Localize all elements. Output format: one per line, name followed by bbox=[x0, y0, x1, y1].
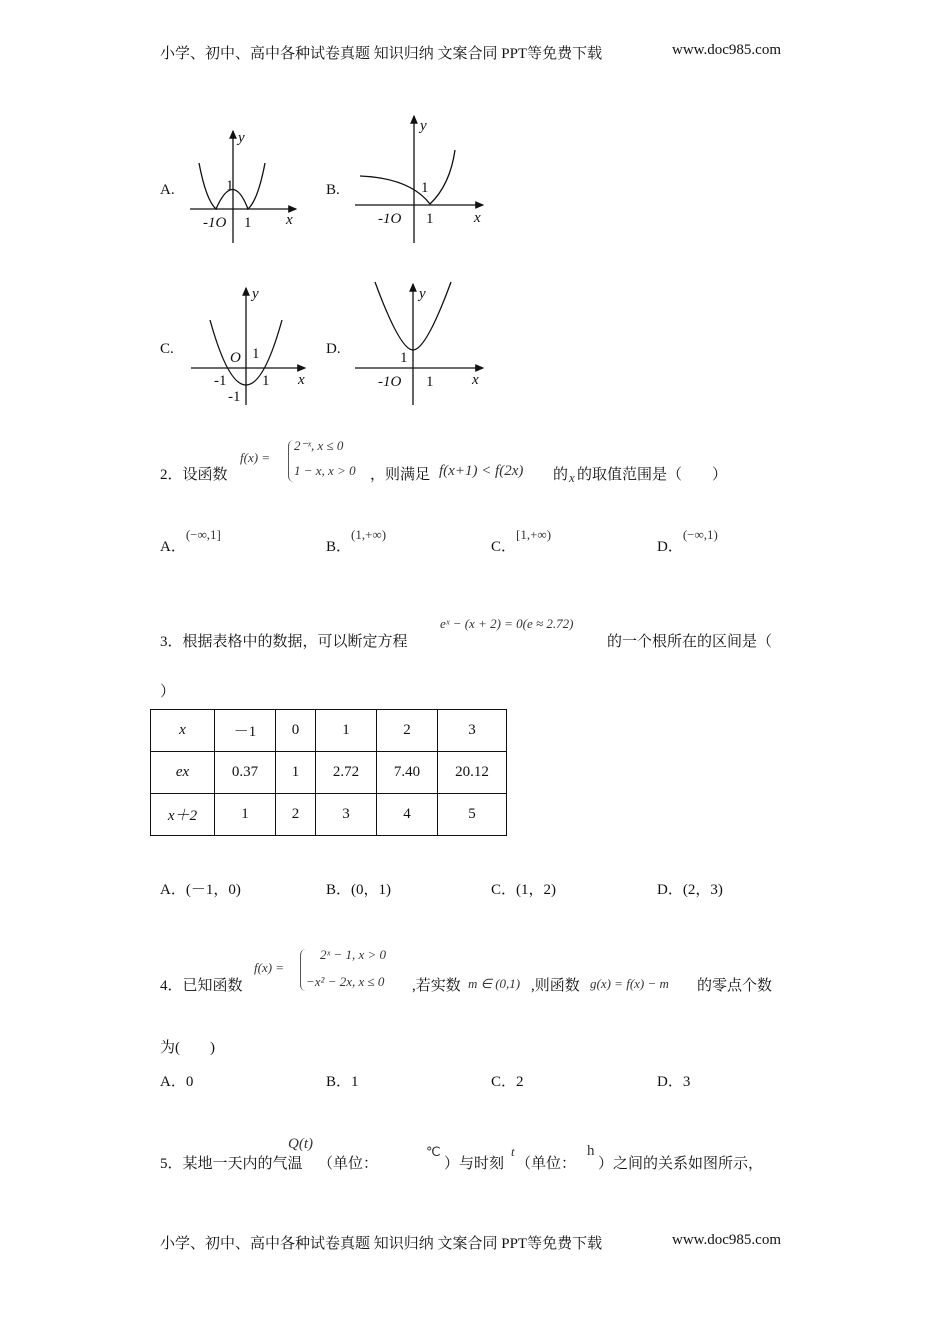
table-cell: 0.37 bbox=[215, 752, 276, 794]
q1-graphs bbox=[0, 0, 950, 420]
option-value: 2 bbox=[516, 1074, 524, 1090]
graph-a-label-x: x bbox=[286, 212, 293, 228]
table-cell: 3 bbox=[438, 710, 507, 752]
q4-case2: −x² − 2x, x ≤ 0 bbox=[306, 974, 385, 989]
q4-case1: 2ˣ − 1, x > 0 bbox=[320, 947, 386, 962]
table-cell: 3 bbox=[316, 794, 377, 836]
graph-c-label-o: O bbox=[230, 350, 241, 366]
table-row bbox=[151, 752, 507, 794]
table-cell: 4 bbox=[377, 794, 438, 836]
q5-suffix: ）之间的关系如图所示， bbox=[598, 1156, 764, 1172]
graph-a-label-1y: 1 bbox=[226, 178, 234, 194]
q4-mid2: ,则函数 bbox=[531, 978, 580, 994]
graph-c-label-neg1x: -1 bbox=[214, 373, 227, 389]
q5-unit1-prefix: （单位： bbox=[318, 1156, 379, 1172]
q4-suffix: 的零点个数 bbox=[697, 978, 773, 994]
option-value: 0 bbox=[185, 1074, 194, 1090]
header-url[interactable]: www.doc985.com bbox=[672, 42, 782, 58]
footer-text: 小学、初中、高中各种试卷真题 知识归纳 文案合同 PPT等免费下载 bbox=[160, 1236, 603, 1252]
option-value: (1,+∞) bbox=[351, 527, 387, 542]
option-label: B． bbox=[326, 882, 352, 898]
graph-c bbox=[191, 288, 305, 405]
q1-option-d-label: D. bbox=[326, 341, 341, 357]
graph-c-label-1x: 1 bbox=[262, 373, 270, 389]
q1-option-b-label: B. bbox=[326, 182, 340, 198]
q4-fx: f(x) = bbox=[254, 960, 285, 975]
header-text: 小学、初中、高中各种试卷真题 知识归纳 文案合同 PPT等免费下载 bbox=[160, 46, 603, 62]
graph-b-label-1y: 1 bbox=[421, 180, 429, 196]
table-cell: x＋2 bbox=[151, 794, 215, 836]
q2-var: x bbox=[569, 470, 575, 485]
option-label: B． bbox=[326, 1074, 352, 1090]
graph-c-label-y: y bbox=[252, 286, 259, 302]
q1-option-c-label: C. bbox=[160, 341, 174, 357]
q4-option-d[interactable] bbox=[657, 1070, 690, 1091]
table-row bbox=[151, 794, 507, 836]
q5-t: t bbox=[511, 1144, 515, 1159]
table-cell: 1 bbox=[276, 752, 316, 794]
option-value: 3 bbox=[682, 1074, 691, 1090]
q4-mid: ,若实数 bbox=[412, 978, 461, 994]
q3-option-c[interactable] bbox=[491, 878, 556, 899]
q5-prefix: 5．某地一天内的气温 bbox=[160, 1156, 303, 1172]
q2-case1: 2⁻ˣ, x ≤ 0 bbox=[294, 438, 344, 453]
q1-option-a-label: A. bbox=[160, 182, 175, 198]
q3-option-d[interactable] bbox=[657, 878, 723, 899]
graph-b-label-1x: 1 bbox=[426, 211, 434, 227]
table-row bbox=[151, 710, 507, 752]
q4-option-c[interactable] bbox=[491, 1070, 524, 1091]
table-cell: 2.72 bbox=[316, 752, 377, 794]
option-label: D． bbox=[657, 882, 683, 898]
option-label: D． bbox=[657, 1074, 683, 1090]
q2-case2: 1 − x, x > 0 bbox=[294, 463, 356, 478]
graph-b bbox=[355, 116, 483, 243]
graph-b-label-x: x bbox=[474, 210, 481, 226]
graph-a-label-1x: 1 bbox=[244, 215, 252, 231]
q5-qt: Q(t) bbox=[288, 1136, 313, 1152]
table-cell: －1 bbox=[215, 710, 276, 752]
q2-option-a[interactable] bbox=[160, 527, 221, 556]
q4-condition: m ∈ (0,1) bbox=[468, 976, 521, 991]
q4-gx: g(x) = f(x) − m bbox=[590, 976, 669, 991]
graph-b-label-y: y bbox=[420, 118, 427, 134]
q2-inequality: f(x+1) < f(2x) bbox=[439, 463, 524, 479]
graph-c-label-1y: 1 bbox=[252, 346, 260, 362]
option-label: A． bbox=[160, 539, 186, 555]
q2-mid: ，则满足 bbox=[370, 467, 431, 483]
graph-a-label-y: y bbox=[238, 130, 245, 146]
graph-d-label-x: x bbox=[472, 372, 479, 388]
table-cell: 20.12 bbox=[438, 752, 507, 794]
q2-option-d[interactable] bbox=[657, 527, 718, 556]
q3-option-b[interactable] bbox=[326, 878, 391, 899]
q4-line2: 为( ) bbox=[160, 1040, 215, 1056]
footer-url[interactable]: www.doc985.com bbox=[672, 1232, 782, 1248]
q3-suffix: 的一个根所在的区间是（ bbox=[607, 634, 773, 650]
graph-d-label-1x: 1 bbox=[426, 374, 434, 390]
q4-option-a[interactable] bbox=[160, 1070, 193, 1091]
graph-a-label-neg1o: -1O bbox=[203, 215, 227, 231]
table-cell: 5 bbox=[438, 794, 507, 836]
table-cell: 2 bbox=[377, 710, 438, 752]
q2-fx: f(x) = bbox=[240, 450, 271, 465]
q3-close: ） bbox=[160, 684, 176, 700]
q2-de: 的 bbox=[553, 467, 569, 483]
option-label: C． bbox=[491, 1074, 517, 1090]
q2-suffix: 的取值范围是（ ） bbox=[577, 467, 728, 483]
option-label: A． bbox=[160, 882, 186, 898]
table-cell: x bbox=[151, 710, 215, 752]
q2-option-c[interactable] bbox=[491, 527, 552, 556]
graph-d-label-neg1o: -1O bbox=[378, 374, 402, 390]
q3-equation: eˣ − (x + 2) = 0(e ≈ 2.72) bbox=[440, 616, 574, 631]
curve bbox=[360, 150, 455, 204]
q3-data-table bbox=[150, 709, 507, 836]
q3-prefix: 3．根据表格中的数据，可以断定方程 bbox=[160, 634, 408, 650]
option-label: A． bbox=[160, 1074, 186, 1090]
option-value: (0，1) bbox=[351, 882, 392, 898]
q5-mid: ）与时刻 bbox=[444, 1156, 505, 1172]
option-label: B． bbox=[326, 539, 352, 555]
graph-d-label-y: y bbox=[419, 286, 426, 302]
graph-c-label-neg1y: -1 bbox=[228, 389, 241, 405]
q3-option-a[interactable] bbox=[160, 878, 241, 899]
table-cell: 1 bbox=[316, 710, 377, 752]
q4-prefix: 4．已知函数 bbox=[160, 978, 243, 994]
q5-unit2: h bbox=[587, 1143, 595, 1159]
option-value: 1 bbox=[351, 1074, 359, 1090]
option-value: [1,+∞) bbox=[516, 527, 552, 542]
option-value: (－1，0) bbox=[185, 882, 241, 898]
q2-prefix: 2．设函数 bbox=[160, 467, 228, 483]
table-cell: 2 bbox=[276, 794, 316, 836]
option-label: C． bbox=[491, 882, 517, 898]
q4-option-b[interactable] bbox=[326, 1070, 359, 1091]
option-label: D． bbox=[657, 539, 683, 555]
graph-b-label-neg1o: -1O bbox=[378, 211, 402, 227]
graph-d-label-1y: 1 bbox=[400, 350, 408, 366]
option-value: (1，2) bbox=[516, 882, 557, 898]
q5-unit2-prefix: （单位： bbox=[516, 1156, 577, 1172]
table-cell: 1 bbox=[215, 794, 276, 836]
q2-option-b[interactable] bbox=[326, 527, 387, 556]
option-value: (−∞,1) bbox=[682, 527, 718, 542]
q5-unit1: ℃ bbox=[426, 1144, 441, 1159]
option-label: C． bbox=[491, 539, 517, 555]
table-cell: 7.40 bbox=[377, 752, 438, 794]
table-cell: 0 bbox=[276, 710, 316, 752]
option-value: (−∞,1] bbox=[185, 527, 221, 542]
graph-c-label-x: x bbox=[298, 372, 305, 388]
option-value: (2，3) bbox=[682, 882, 723, 898]
table-cell: ex bbox=[151, 752, 215, 794]
